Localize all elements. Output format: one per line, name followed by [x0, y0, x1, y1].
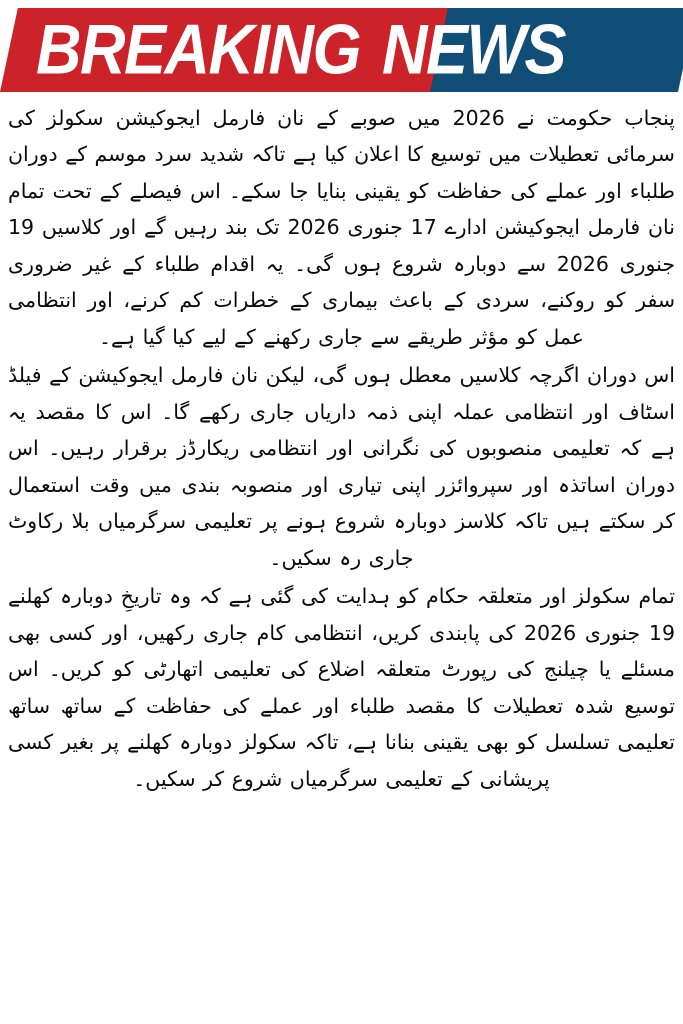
article-body — [0, 100, 683, 799]
article-paragraph-2: اس دوران اگرچہ کلاسیں معطل ہوں گی، لیکن نان فارمل ایجوکیشن کے فیلڈ اسٹاف اور انتظامی عملہ اپنی ذمہ داریاں جاری رکھے گا۔ اس کا مقصد یہ ہے کہ تعلیمی منصوبوں کی نگرانی اور انتظامی ریکارڈز برقرار رہیں۔ اس دوران اساتذہ اور سپروائزر اپنی تیاری اور منصوبہ بندی میں وقت استعمال کر سکتے ہیں تاکہ کلاسز دوبارہ شروع ہونے پر تعلیمی سرگرمیاں بلا رکاوٹ جاری رہ سکیں۔ — [8, 363, 675, 570]
banner-word-news: NEWS — [382, 10, 566, 89]
banner-text-wrap — [0, 0, 683, 100]
breaking-news-banner — [0, 0, 683, 100]
banner-word-breaking: BREAKING — [36, 10, 361, 89]
article-paragraph-3: تمام سکولز اور متعلقہ حکام کو ہدایت کی گئی ہے کہ وہ تاریخِ دوبارہ کھلنے 19 جنوری 2026 کی پابندی کریں، انتظامی کام جاری رکھیں، اور کسی بھی مسئلے یا چیلنج کی رپورٹ متعلقہ اضلاع کی تعلیمی اتھارٹی کو کریں۔ اس توسیع شدہ تعطیلات کا مقصد طلباء اور عملے کی حفاظت کے ساتھ ساتھ تعلیمی تسلسل کو بھی یقینی بنانا ہے، تاکہ سکولز دوبارہ کھلنے پر بغیر کسی پریشانی کے تعلیمی سرگرمیاں شروع کر سکیں۔ — [8, 584, 675, 791]
article-paragraph-1: پنجاب حکومت نے 2026 میں صوبے کے نان فارمل ایجوکیشن سکولز کی سرمائی تعطیلات میں توسیع کا اعلان کیا ہے تاکہ شدید سرد موسم کے دوران طلباء اور عملے کی حفاظت کو یقینی بنایا جا سکے۔ اس فیصلے کے تحت تمام نان فارمل ایجوکیشن ادارے 17 جنوری 2026 تک بند رہیں گے اور کلاسیں 19 جنوری 2026 سے دوبارہ شروع ہوں گی۔ یہ اقدام طلباء کے غیر ضروری سفر کو روکنے، سردی کے باعث بیماری کے خطرات کم کرنے، اور انتظامی عمل کو مؤثر طریقے سے جاری رکھنے کے لیے کیا گیا ہے۔ — [8, 106, 675, 349]
